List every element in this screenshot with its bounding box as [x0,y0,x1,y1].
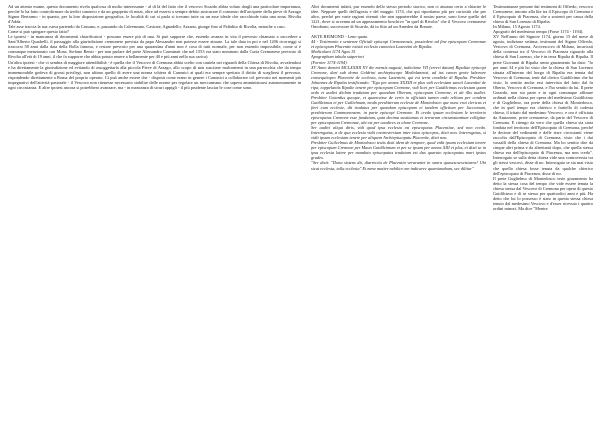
paragraph: XV Nell'anno del Signore 1174, giorno 15 del mese di agosto, indizione settima, testimoni del Signor Offredo, Vescovo di Cremona, Arcivescovo di Milano, incaricati della contessa tra il Vescovo di Piacenza riguardo alla chiesa di San Lorenzo, che è in terra Ripalta di Ripalta. Il prete Giovanni di Ripalta sento giuramento ha dato: "Io per anni 34 e più ho visto che la chiesa di San Lorenzo situata all'interno del borgo di Ripalta era tenuta dal Vescovo di Cremona, tenit dal clerico Guidilcimo che ha visto, lo sentito anche essi intervista del fatto dal fu Oberto, Vescovo di Cremona, e l'ho sentito da lui. Il prete Gotardo, non sto parte e in ogni comunque affinare ordinati nella chiesa per opera del medesimo Guidilcimo e di Guglielmo, ora prete della chiesa di Montedosco, che in quel tempo era chierico e frattello di codesta chiesa, il tritato dal medesimo Vescovo, e ora è officiata da Amizzone, prete cremonese, da parte del Vescovo di Cremona. E ritengo da vero che quella chiesa sia stata fondata nel territorio dell'Episcopato di Cremona, perché le decime del vedimenti e delle terre circostanti viene raccolta dall'Episcopato di Cremona, visto che i dui vassalli della chiesa di Cremona. Ma ho sentito dire da cinque altri prima e da altrettanti dopo, che quella stessa chiesa era dell'episcopato di Piacenza, ma non credo". Interrogato se sulla detta chiesa vide una controversia tra gli stessi vescovi, disse di no. Interrogato se sia mai visto che quella chiesa fosse tenuta da qualche chierico dell'episcopato di Piacenza, disse di no. [493,34,593,176]
paragraph: Il prete Guglielmo di Montedosco teste giuramento ha detto la stessa cosa del tempo che vide essere tenuta la chiesa stessa dal Vescovo di Cremona per opera di questo Guidilcimo e di se stesso per quattordici anni e più. Ha detto che lui lo possesso è stato in questa stessa chiesa tenuto dal medesimo Vescovo e d'esser ricevuto i quattro ordini minori. Ma dice "Mentre [493,175,593,211]
latin-paragraph: "Ser dixit: "Dona sistens dit, diarreciia de Placentia veraruntet in sanra quasescsesvistarra! Ubi sicut ecclesia, tolla ecclesia" Et mese matter nebilice me indicarec quaesimabum, sec dilitur" [311,160,486,171]
latin-paragraph: Presbiter Guilcelmus de Montedosco testis dixit idem de tempore, quod vidit ipsam ecclesiam tenere per episcopum Cremone per Maun Guidilcimum et per se ipsum per annos XIII et plus, et dixit se in ipsa ecclesia latere per mandato episcopatus tradatum est dux quarato episcopatus mari ipsius grades. [311,140,486,161]
paragraph: In Milano, 15 Agosto 1174. [493,24,541,30]
middle-column [311,4,486,171]
right-column [493,4,593,211]
paragraph: Le ipotesi - in mancanza di documenti chiarificatori - possono essere più di una. Si può supporre che, essendo avanzo in vita il prevosto chiamato a succedere a Sant'Alberto Quadrelli, il passaggio alla giurisdizione cremonese prevista da papa Alessandro non potesse essere attuato. La tale data in poi e nel 1206 ricorreggi si trascorsi 58 anni dalla data della Bolla famosa, e restare prevosto per una quarantina d'anni non è cosa di tutti normale, per non essendo impossibile, come si è comunque menzionato con Mons. Stefano Renzi - per non parlare del prete Alessandro Carminati che nel 1553 era stato nominato dalla Curia Cremonese prevosto di Rivolta all'età di 19 anni, il che fa supporre che abbia potuto reuere a bellamente per 40 e più anni nella sua carica). [8,34,301,60]
intro-paragraph: Altri documenti infatti, pur essendo dello stesso periodo storico, non ci aiutano certo a chiarire le idee. Neppure quelli dell'agosto e del maggio 1174, che qui riportiamo più per curiosità che per altro, perché per varie ragioni ritenuti che non apparterebbe il nostro paese, sono forse quello del 1221, dove si accenna ad un appezzamento boschivo "in quel di Rivolta" che il Vescovo cremonese Omobono, successore di Sicardo, dà in fitto ad un Amedeo da Bonate. [311,4,486,30]
left-column [8,4,301,90]
latin-paragraph: Ser audivi aliqui diris, vidi quod ipsa ecclesia est episcopatus Placentiae, sed non credo. Interrogatus, a de qua ecclesia vidit controversiam inter istos episcopos, dixit non. Interrogatus, si vidit ipsum ecclesiam tenere per aliquem Archiepiscopatu Placentie, dixit non. [311,125,486,141]
latin-paragraph: XV Anno domini MCLXXIIII XV die mensis augusti, indictione VII (erreri datum) Ripaltae episcopi Cremone, dari sub domo Goldrini archiepiscopo Mediolanensi, ad ius canon gente laborare consequitopro Placentie de ecclesia, nunc Laxentini, qui est terra condirke di Ripalta. Presbiter Johannes de Ripalta testificando: "Ego per annos XXXIII et plus vidi ecclesiam sancti Laxentini de ripa, eappelantis Ripalte tenere per episcopum Cremone, vidi licet per Guidilcimus ecclesium quam ordo et audivi diclam tradatam per quondam Oberum, episcopum Cremone, et ab illis audivi. Presbiter Gotardus quoque, et quaenvisse de certo in officiatis tamen ordo relitum per condem Guidilcimus et per Guilielmum, modo presbiterum ecclesie de Montedosco que nunc erat clericus et fieri eum ecclesie, dit tradatus per quondam episcopum et tandem officitum per Jaccomum, presbiterum Commonensem, in parte episcopi Cremone. Et credo ipsum ecclesiam le territorio episcopatus Cremone esse fundatum, quia decima sustitumus et terrarum circumstantium colligitur per episcopatum Cremonae, ubi est per caudices es alone Cremone. [311,64,486,126]
document-heading: AKTE REIMOND - Leno quato. [311,34,369,40]
paragraph: Testimonianze presone dai testimoni di Offredo, vescovo Cremonese, intorno alla lite tra il Episcopo di Cremona e il Episcopato di Piacenza, che a sostenti per causa della chiesa di San Lorenzo di Ripalta. [493,4,593,25]
latin-line: Apographum tabula sutperiori [311,54,365,60]
paragraph: Un'altra ipotesi - che ci sembra di maggiore attendibilità - è quella che il Vescovo di Cremona abbia scelto con cautela nei riguardi della Chiesa di Rivolta, avvalendosi e ha direttamente la giurisdizione ed evitando di assoggettarla alla piccola Pieve di Arzago, allo scopo di non suscitare malcontenti in una parrocchia che da tempo immemorabile godeva di grossi privilegi, non ultimo quello di avere una norma schiera di Canonici ai quali era sempre spettato il diritto di scegliersi il prevosto, rispondendo direttamente a Roma del proprio operato. Ci può anche essere che - disposti come erano in genere i Canonici a collaborare col prevosto nei momenti più impegnativi dell'attività pastorale - il Vescovo non ritenesse necessario stabilire delle norme per regolare un meccanismo che sapeva amministrarsi autonomamente in ogni circostanza. E altre ipotesi ancora si potrebbero avanzare, ma - in mancanza di sicuri appigli - il più prudente lasciar le cose come sono. [8,59,301,90]
latin-line: Medicolani 1174 Agos 15 [311,49,356,55]
paragraph: Apografo del medesimo tempo (Forse 1174 - 1194). [493,29,584,35]
paragraph: Tale asse traccia la sua curva partendo da Cassano, e, passando da Calvenzano, Casirate, Agnadello, Azzano, giunge fino al Palàdiso di Rivolta, neanche a caso. [8,24,286,30]
paragraph: Come si può spiegare questo fatto? [8,29,69,35]
latin-line: 44 - Testimonio e sentenze Oficiali episcopi Cremonensis, possiedere ad fine episcopum Cremonae et episcopum Placentie existit ecclesia canonica Laxentini de Ripalta. [311,39,486,50]
latin-line: (Fornier 1174-1194) [311,59,347,65]
paragraph: Ad un attento esame, questo documento rivela qualcosa di molto interessante - al di là del fatto che il vescovo Sicardo abbia voluto dargli una particolare importanza, perché lo ha fatto controfirmare da tredici canonici e da un gruppetto di notai, oltre ad essersi a sempre debito assicurare il consenso dell'arciprete della pieve di Azzago Signor Bertramo - in quanto, per la loro disposizione geografica, le località di cui si parla si trovano tutte su un asse ideale che raccchiude tutta una zona, Rivolta d'Adda. [8,4,301,25]
